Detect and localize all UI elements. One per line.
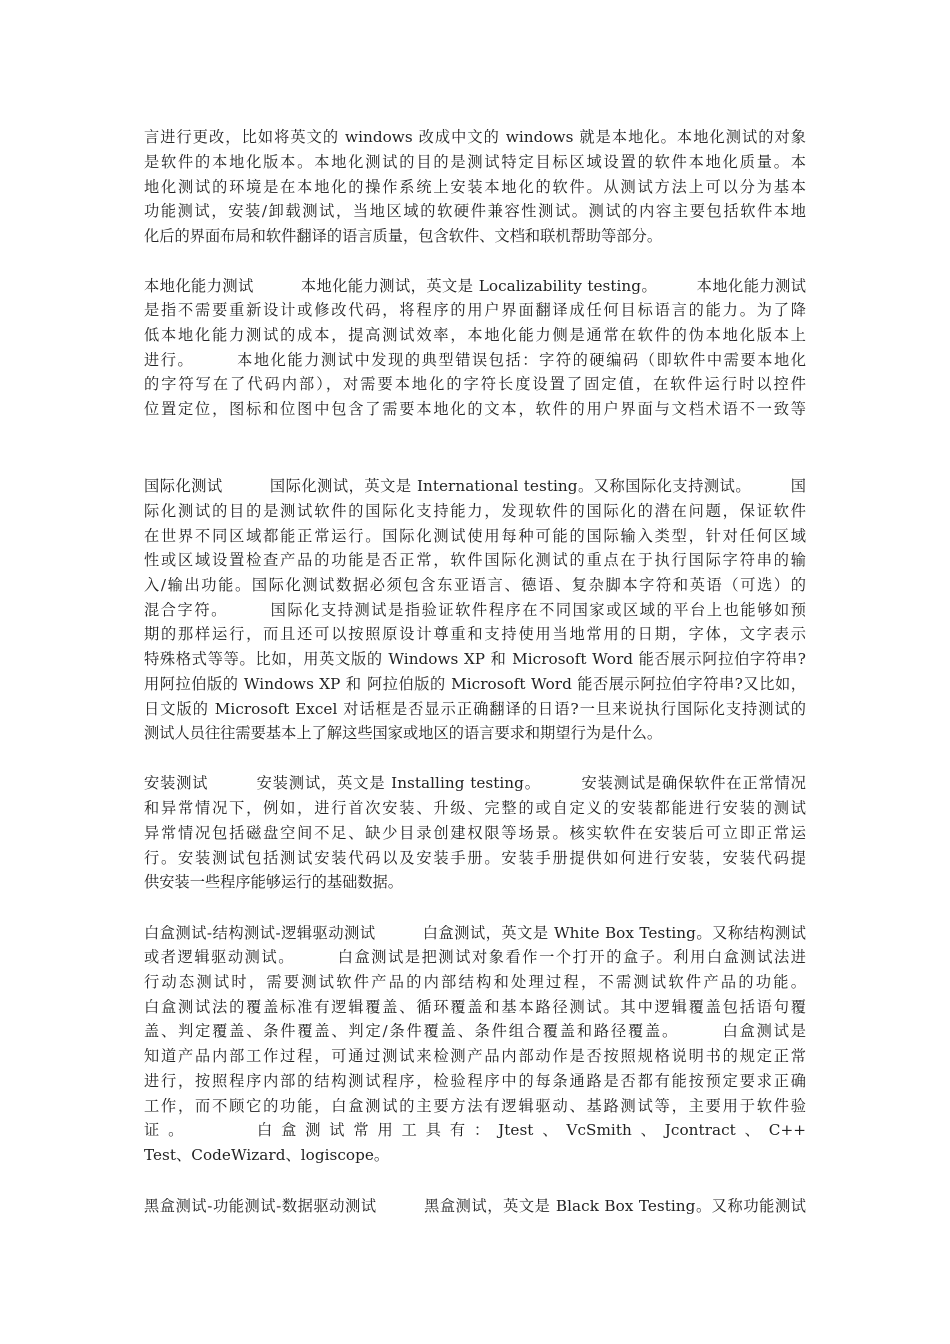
text-line: 白盒测试法的覆盖标准有逻辑覆盖、循环覆盖和基本路径测试。其中逻辑覆盖包括语句覆: [144, 998, 806, 1016]
text-line: 是指不需要重新设计或修改代码，将程序的用户界面翻译成任何目标语言的能力。为了降: [144, 301, 806, 319]
text-line: 白盒测试-结构测试-逻辑驱动测试 白盒测试，英文是 White Box Testing。又称结构测试: [144, 924, 806, 942]
text-line: 用阿拉伯版的 Windows XP 和 阿拉伯版的 Microsoft Word 能否展示阿拉伯字符串?又比如，: [144, 675, 806, 693]
text-line: 本地化能力测试 本地化能力测试，英文是 Localizability testing。 本地化能力测试: [144, 277, 806, 295]
text-line: 和异常情况下，例如，进行首次安装、升级、完整的或自定义的安装都能进行安装的测试: [144, 799, 806, 817]
text-line: 是软件的本地化版本。本地化测试的目的是测试特定目标区域设置的软件本地化质量。本: [144, 153, 806, 171]
text-line: 混合字符。 国际化支持测试是指验证软件程序在不同国家或区域的平台上也能够如预: [144, 601, 806, 619]
text-line: 黑盒测试-功能测试-数据驱动测试 黑盒测试，英文是 Black Box Testing。又称功能测试: [144, 1197, 806, 1215]
text-line: Test、CodeWizard、logiscope。: [144, 1146, 390, 1164]
text-line: 性或区域设置检查产品的功能是否正常，软件国际化测试的重点在于执行国际字符串的输: [144, 551, 806, 569]
text-line: 或者逻辑驱动测试。 白盒测试是把测试对象看作一个打开的盒子。利用白盒测试法进: [144, 948, 806, 966]
text-line: 在世界不同区域都能正常运行。国际化测试使用每种可能的国际输入类型，针对任何区域: [144, 527, 806, 545]
text-line: 期的那样运行，而且还可以按照原设计尊重和支持使用当地常用的日期，字体，文字表示: [144, 625, 806, 643]
text-line: 测试人员往往需要基本上了解这些国家或地区的语言要求和期望行为是什么。: [144, 724, 663, 742]
text-line: 际化测试的目的是测试软件的国际化支持能力，发现软件的国际化的潜在问题，保证软件: [144, 502, 806, 520]
text-line: 言进行更改，比如将英文的 windows 改成中文的 windows 就是本地化。本地化测试的对象: [144, 128, 806, 146]
text-line: 工作，而不顾它的功能，白盒测试的主要方法有逻辑驱动、基路测试等，主要用于软件验: [144, 1097, 806, 1115]
text-line: 行。安装测试包括测试安装代码以及安装手册。安装手册提供如何进行安装，安装代码提: [144, 849, 806, 867]
text-line: 特殊格式等等。比如，用英文版的 Windows XP 和 Microsoft Word 能否展示阿拉伯字符串?: [144, 650, 806, 668]
text-line: 行动态测试时，需要测试软件产品的内部结构和处理过程，不需测试软件产品的功能。: [144, 973, 806, 991]
text-line: 的字符写在了代码内部），对需要本地化的字符长度设置了固定值，在软件运行时以控件: [144, 375, 806, 393]
text-line: 异常情况包括磁盘空间不足、缺少目录创建权限等场景。核实软件在安装后可立即正常运: [144, 824, 806, 842]
text-line: 供安装一些程序能够运行的基础数据。: [144, 873, 404, 891]
text-line: 盖、判定覆盖、条件覆盖、判定/条件覆盖、条件组合覆盖和路径覆盖。 白盒测试是: [144, 1022, 806, 1040]
text-line: 日文版的 Microsoft Excel 对话框是否显示正确翻译的日语?一旦来说执行国际化支持测试的: [144, 700, 806, 718]
text-line: 证。 白盒测试常用工具有：Jtest、VcSmith、Jcontract、C++: [144, 1121, 806, 1139]
text-line: 入/输出功能。国际化测试数据必须包含东亚语言、德语、复杂脚本字符和英语（可选）的: [144, 576, 806, 594]
text-line: 功能测试，安装/卸载测试，当地区域的软硬件兼容性测试。测试的内容主要包括软件本地: [144, 202, 806, 220]
text-line: 国际化测试 国际化测试，英文是 International testing。又称国际化支持测试。 国: [144, 477, 806, 495]
text-line: 低本地化能力测试的成本，提高测试效率，本地化能力侧是通常在软件的伪本地化版本上: [144, 326, 806, 344]
text-line: 化后的界面布局和软件翻译的语言质量，包含软件、文档和联机帮助等部分。: [144, 227, 663, 245]
text-line: 安装测试 安装测试，英文是 Installing testing。 安装测试是确保软件在正常情况: [144, 774, 806, 792]
text-line: 位置定位，图标和位图中包含了需要本地化的文本，软件的用户界面与文档术语不一致等: [144, 400, 806, 418]
text-line: 知道产品内部工作过程，可通过测试来检测产品内部动作是否按照规格说明书的规定正常: [144, 1047, 806, 1065]
text-line: 进行。 本地化能力测试中发现的典型错误包括：字符的硬编码（即软件中需要本地化: [144, 351, 806, 369]
text-line: 进行，按照程序内部的结构测试程序，检验程序中的每条通路是否都有能按预定要求正确: [144, 1072, 806, 1090]
text-line: 地化测试的环境是在本地化的操作系统上安装本地化的软件。从测试方法上可以分为基本: [144, 178, 806, 196]
